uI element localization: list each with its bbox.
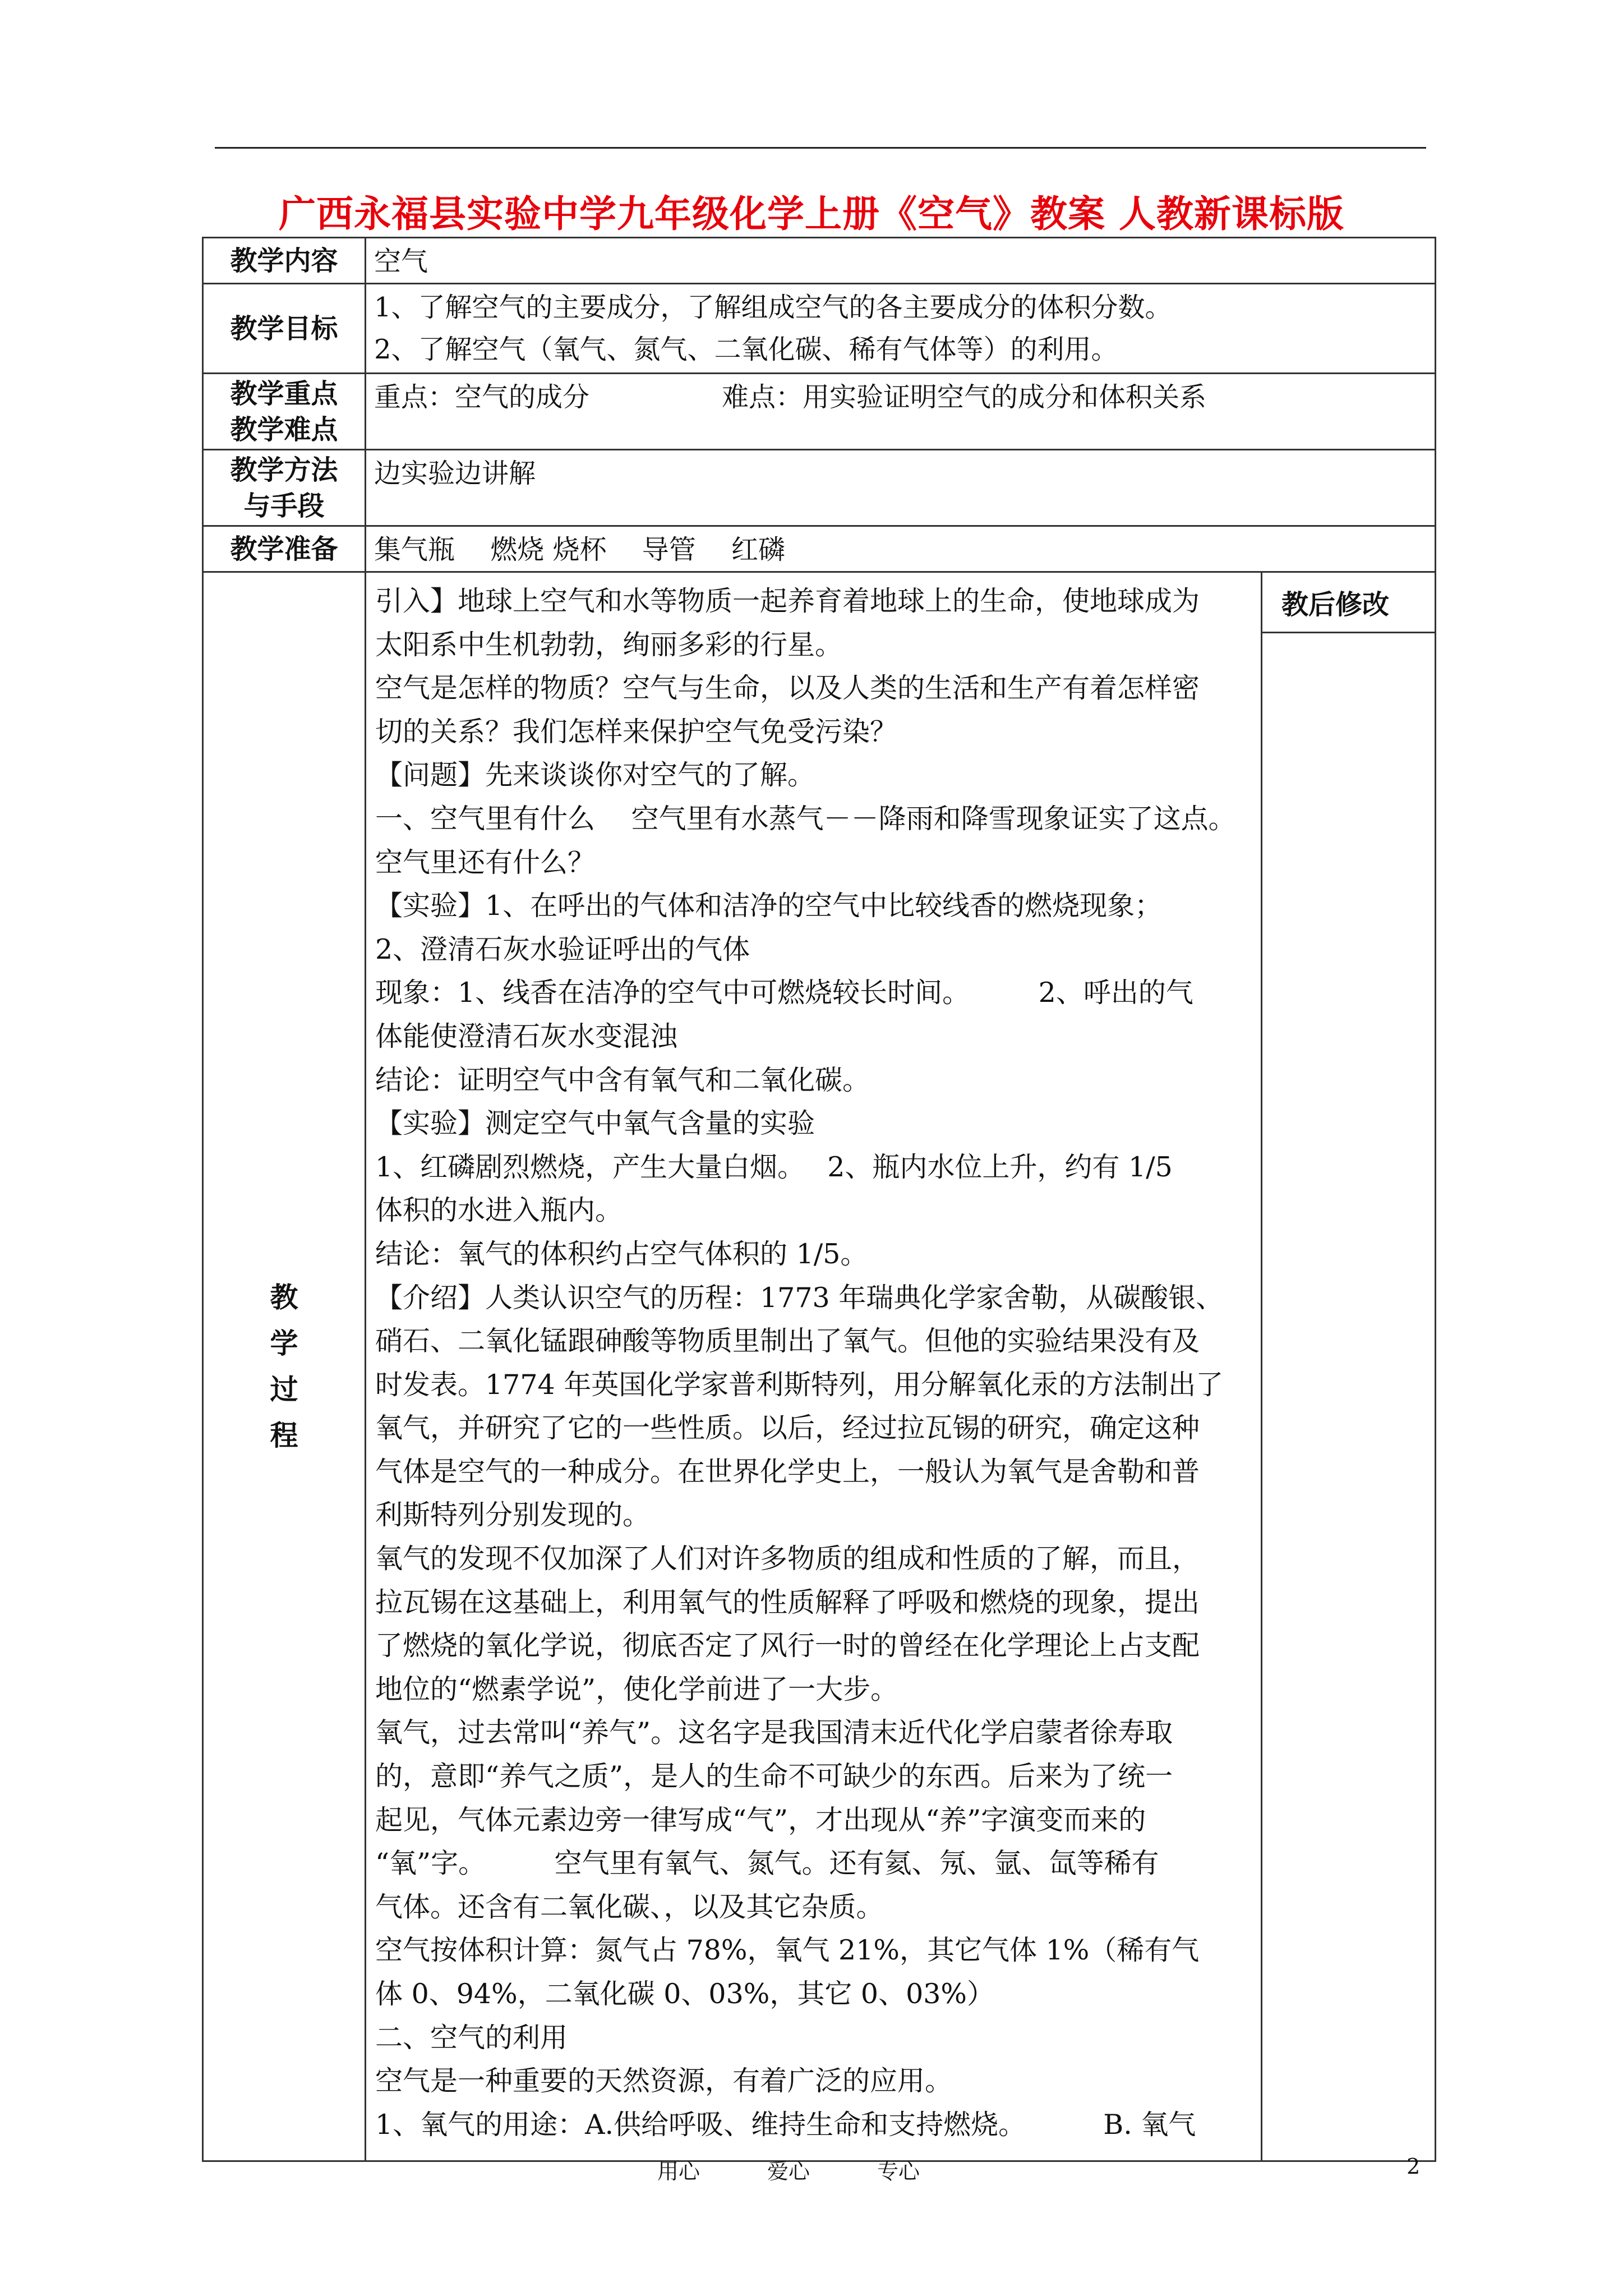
text-line: 空气是一种重要的天然资源，有着广泛的应用。 — [375, 2065, 953, 2097]
text-line: 1、氧气的用途：A.供给呼吸、维持生命和支持燃烧。 B. 氧气 — [375, 2108, 1196, 2141]
motto-word: 专心 — [877, 2159, 920, 2184]
label-content: 教学内容 — [203, 238, 366, 284]
text-line: 气体。还含有二氧化碳、，以及其它杂质。 — [375, 1890, 884, 1923]
text-line: 地位的“燃素学说”，使化学前进了一大步。 — [375, 1673, 898, 1705]
revision-header: 教后修改 — [1262, 573, 1435, 633]
text-line: 气体是空气的一种成分。在世界化学史上，一般认为氧气是舍勒和普 — [375, 1455, 1200, 1488]
row-method — [203, 450, 1436, 526]
revision-column — [1262, 572, 1436, 2161]
label-key-points — [203, 374, 366, 450]
goal-line: 1、了解空气的主要成分，了解组成空气的各主要成分的体积分数。 — [374, 292, 1172, 323]
text-line: 空气按体积计算：氮气占 78%，氧气 21%，其它气体 1%（稀有气 — [375, 1934, 1200, 1967]
label-method-bottom: 与手段 — [243, 490, 325, 522]
text-line: 的，意即“养气之质”，是人的生命不可缺少的东西。后来为了统一 — [375, 1760, 1173, 1793]
text-line: 拉瓦锡在这基础上，利用氧气的性质解释了呼吸和燃烧的现象，提出 — [375, 1586, 1200, 1618]
motto-word: 用心 — [657, 2159, 700, 2184]
text-line: “氧”字。 空气里有氧气、氮气。还有氦、氖、氩、氙等稀有 — [375, 1847, 1159, 1880]
text-line: 【实验】1、在呼出的气体和洁净的空气中比较线香的燃烧现象； — [375, 890, 1163, 922]
label-difficulty: 教学难点 — [230, 413, 338, 445]
value-content: 空气 — [366, 238, 1436, 284]
text-line: 结论：氧气的体积约占空气体积的 1/5。 — [375, 1237, 868, 1270]
label-prep: 教学准备 — [203, 526, 366, 572]
text-line: 结论：证明空气中含有氧气和二氧化碳。 — [375, 1064, 870, 1096]
text-line: 太阳系中生机勃勃，绚丽多彩的行星。 — [375, 628, 843, 661]
text-line: 【介绍】人类认识空气的历程：1773 年瑞典化学家舍勒，从碳酸银、 — [375, 1281, 1224, 1314]
label-method — [203, 450, 366, 526]
text-line: 氧气，并研究了它的一些性质。以后，经过拉瓦锡的研究，确定这种 — [375, 1412, 1200, 1444]
row-key-points — [203, 374, 1436, 450]
text-line: 体能使澄清石灰水变混浊 — [375, 1020, 678, 1052]
row-goals — [203, 284, 1436, 374]
text-line: 起见，气体元素边旁一律写成“气”，才出现从“养”字演变而来的 — [375, 1803, 1146, 1836]
goal-line: 2、了解空气（氧气、氮气、二氧化碳、稀有气体等）的利用。 — [374, 334, 1118, 365]
label-method-top: 教学方法 — [230, 454, 338, 486]
text-line: 引入】地球上空气和水等物质一起养育着地球上的生命，使地球成为 — [375, 585, 1200, 617]
text-line: 时发表。1774 年英国化学家普利斯特列，用分解氧化汞的方法制出了 — [375, 1368, 1224, 1401]
document-title: 广西永福县实验中学九年级化学上册《空气》教案 人教新课标版 — [279, 192, 1344, 236]
text-line: 了燃烧的氧化学说，彻底否定了风行一时的曾经在化学理论上占支配 — [375, 1630, 1200, 1662]
text-line: 利斯特列分别发现的。 — [375, 1499, 651, 1531]
motto-word: 爱心 — [767, 2159, 810, 2184]
label-goals: 教学目标 — [203, 284, 366, 374]
text-line: 现象：1、线香在洁净的空气中可燃烧较长时间。 2、呼出的气 — [375, 977, 1193, 1009]
text-line: 空气里还有什么？ — [375, 846, 596, 878]
text-line: 【问题】先来谈谈你对空气的了解。 — [375, 759, 815, 792]
text-line: 一、空气里有什么 空气里有水蒸气－－降雨和降雪现象证实了这点。 — [375, 802, 1236, 835]
row-content — [203, 238, 1436, 284]
focus-text: 重点：空气的成分 — [374, 381, 590, 413]
footer-motto — [657, 2154, 920, 2185]
label-process: 教 学 过 程 — [203, 572, 366, 2161]
header-rule — [215, 147, 1426, 149]
row-process — [203, 572, 1436, 2161]
value-method: 边实验边讲解 — [366, 450, 1436, 526]
lesson-plan-table — [202, 237, 1436, 2162]
row-prep — [203, 526, 1436, 572]
value-key-points — [366, 374, 1436, 450]
text-line: 二、空气的利用 — [375, 2021, 568, 2054]
difficulty-text: 难点：用实验证明空气的成分和体积关系 — [722, 381, 1207, 413]
text-line: 切的关系？我们怎样来保护空气免受污染？ — [375, 715, 898, 748]
text-line: 1、红磷剧烈燃烧，产生大量白烟。 2、瓶内水位上升，约有 1/5 — [375, 1151, 1173, 1183]
text-line: 体 0、94%，二氧化碳 0、03%，其它 0、03%） — [375, 1978, 994, 2010]
value-prep: 集气瓶 燃烧 烧杯 导管 红磷 — [366, 526, 1436, 572]
text-line: 硝石、二氧化锰跟砷酸等物质里制出了氧气。但他的实验结果没有及 — [375, 1325, 1200, 1358]
text-line: 氧气的发现不仅加深了人们对许多物质的组成和性质的了解，而且， — [375, 1543, 1200, 1575]
process-body — [366, 572, 1262, 2161]
value-goals — [366, 284, 1436, 374]
text-line: 【实验】测定空气中氧气含量的实验 — [375, 1107, 815, 1140]
page-number: 2 — [1407, 2154, 1421, 2179]
text-line: 体积的水进入瓶内。 — [375, 1194, 623, 1227]
label-focus: 教学重点 — [230, 378, 338, 409]
text-line: 氧气，过去常叫“养气”。这名字是我国清末近代化学启蒙者徐寿取 — [375, 1717, 1173, 1749]
text-line: 空气是怎样的物质？空气与生命，以及人类的生活和生产有着怎样密 — [375, 672, 1200, 705]
text-line: 2、澄清石灰水验证呼出的气体 — [375, 933, 750, 965]
